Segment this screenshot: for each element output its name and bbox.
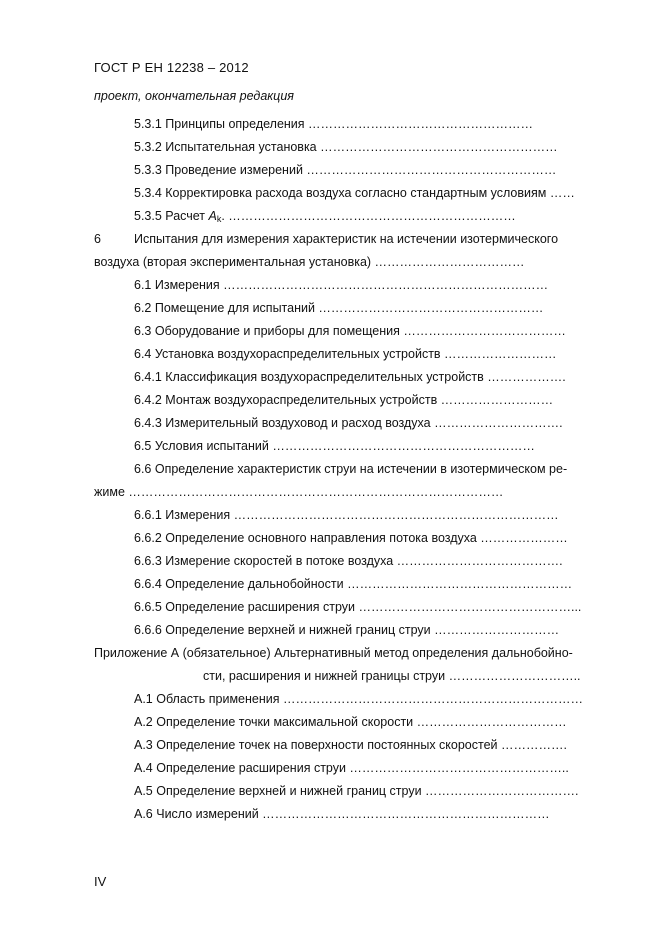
toc-entry-5-3-2[interactable]: 5.3.2 Испытательная установка ………………………………………………… — [134, 140, 558, 154]
toc-entry-6-6-5[interactable]: 6.6.5 Определение расширения струи ……………………………………………... — [134, 600, 582, 614]
toc-entry-a-4[interactable]: А.4 Определение расширения струи …………………………………………….. — [134, 761, 569, 775]
toc-entry-6-6-continuation[interactable]: жиме ……………………………………………………………………………… — [94, 485, 504, 499]
toc-entry-5-3-5-leader: . …………………………………………………………… — [221, 209, 516, 223]
toc-entry-6-6-3[interactable]: 6.6.3 Измерение скоростей в потоке воздуха …………………………………. — [134, 554, 563, 568]
toc-entry-6-4-1[interactable]: 6.4.1 Классификация воздухораспределительных устройств ………………. — [134, 370, 566, 384]
document-standard-title: ГОСТ Р ЕН 12238 – 2012 — [94, 60, 249, 75]
toc-entry-6-2[interactable]: 6.2 Помещение для испытаний ……………………………………………… — [134, 301, 544, 315]
page-number: IV — [94, 874, 107, 889]
toc-entry-6-continuation[interactable]: воздуха (вторая экспериментальная установка) ……………………………… — [94, 255, 525, 269]
toc-entry-5-3-5-variable: A — [208, 209, 217, 223]
toc-entry-6-3[interactable]: 6.3 Оборудование и приборы для помещения ………………………………… — [134, 324, 566, 338]
toc-entry-6-5[interactable]: 6.5 Условия испытаний ……………………………………………………… — [134, 439, 535, 453]
toc-entry-a-3[interactable]: А.3 Определение точек на поверхности постоянных скоростей ……………. — [134, 738, 567, 752]
toc-entry-5-3-4[interactable]: 5.3.4 Корректировка расхода воздуха согласно стандартным условиям …… — [134, 186, 575, 200]
toc-entry-5-3-5-subscript: k — [216, 214, 222, 224]
toc-entry-5-3-1[interactable]: 5.3.1 Принципы определения ……………………………………………… — [134, 117, 534, 131]
toc-entry-a-6[interactable]: А.6 Число измерений …………………………………………………………… — [134, 807, 550, 821]
toc-entry-6-6-4[interactable]: 6.6.4 Определение дальнобойности ……………………………………………… — [134, 577, 573, 591]
toc-entry-6[interactable]: Испытания для измерения характеристик на истечении изотермического — [134, 232, 559, 246]
toc-entry-a-5[interactable]: А.5 Определение верхней и нижней границ струи ………………………………. — [134, 784, 579, 798]
toc-entry-6-6-6[interactable]: 6.6.6 Определение верхней и нижней границ струи ………………………… — [134, 623, 560, 637]
toc-entry-6-1[interactable]: 6.1 Измерения …………………………………………………………………… — [134, 278, 549, 292]
toc-entry-5-3-3[interactable]: 5.3.3 Проведение измерений …………………………………………………… — [134, 163, 557, 177]
toc-entry-6-4-2[interactable]: 6.4.2 Монтаж воздухораспределительных устройств ……………………… — [134, 393, 554, 407]
toc-entry-6-4-3[interactable]: 6.4.3 Измерительный воздуховод и расход воздуха …………………………. — [134, 416, 563, 430]
toc-entry-appendix-a-continuation[interactable]: сти, расширения и нижней границы струи ………………………….. — [203, 669, 581, 683]
toc-entry-5-3-5[interactable] — [134, 208, 516, 225]
toc-entry-a-1[interactable]: А.1 Область применения ……………………………………………………………… — [134, 692, 583, 706]
toc-entry-6-6-1[interactable]: 6.6.1 Измерения …………………………………………………………………… — [134, 508, 559, 522]
toc-entry-a-2[interactable]: А.2 Определение точки максимальной скорости ……………………………… — [134, 715, 567, 729]
toc-entry-6-6[interactable]: 6.6 Определение характеристик струи на истечении в изотермическом ре- — [134, 462, 568, 476]
toc-entry-6-4[interactable]: 6.4 Установка воздухораспределительных устройств ……………………… — [134, 347, 557, 361]
document-draft-subtitle: проект, окончательная редакция — [94, 89, 294, 103]
toc-entry-appendix-a[interactable]: Приложение А (обязательное) Альтернативный метод определения дальнобойно- — [94, 646, 573, 660]
toc-section-6-number: 6 — [94, 232, 101, 246]
toc-entry-6-6-2[interactable]: 6.6.2 Определение основного направления потока воздуха ………………… — [134, 531, 568, 545]
toc-entry-5-3-5-label: 5.3.5 Расчет — [134, 209, 209, 223]
